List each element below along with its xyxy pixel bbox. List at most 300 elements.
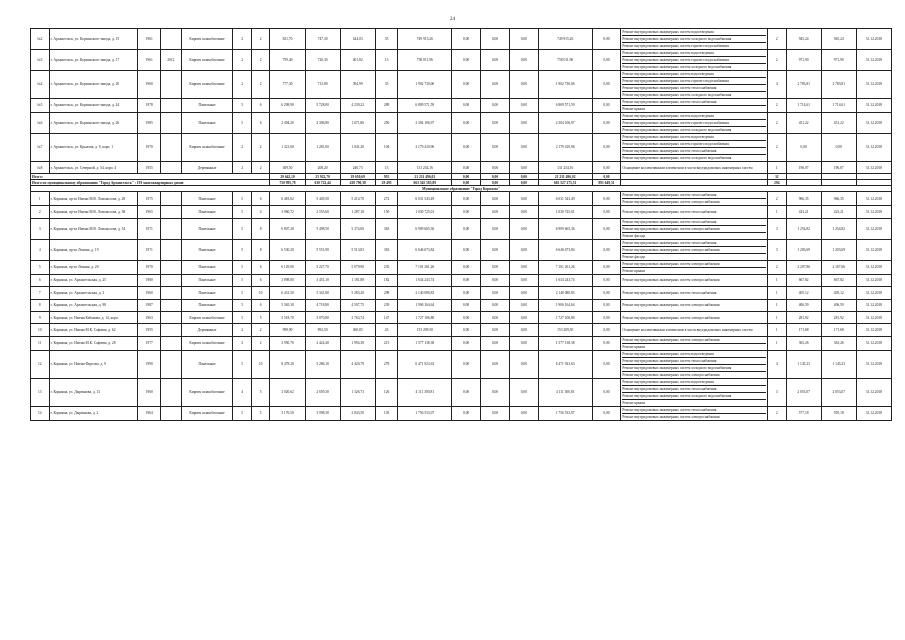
table-cell: 1971 <box>138 239 161 260</box>
table-cell: 363 <box>375 239 398 260</box>
table-cell <box>161 260 182 274</box>
table-cell: Панельные <box>181 192 233 206</box>
table-cell: 6 646 673,84 <box>398 239 452 260</box>
work-item: Ремонт внутридомовых инженерных систем горячего водоснабжения <box>622 78 766 85</box>
table-cell: 153 209,50 <box>398 324 452 336</box>
table-cell: 758 011,96 <box>398 50 452 71</box>
table-cell: 6 <box>251 113 270 134</box>
work-list <box>621 162 768 174</box>
table-cell: Кирпич шлакоблочные <box>181 134 233 162</box>
table-cell: 19 650,69 <box>340 174 375 180</box>
table-cell: 1 714,61 <box>821 99 856 113</box>
table-cell: 9 <box>31 311 50 323</box>
table-cell: 0,00 <box>481 113 510 134</box>
table-cell: Панельные <box>181 239 233 260</box>
table-cell: 6 481,02 <box>270 192 305 206</box>
table-cell: 405,12 <box>821 287 856 299</box>
table-cell: 3 176,50 <box>270 406 305 420</box>
table-row <box>31 192 892 206</box>
table-cell: 5 449,50 <box>305 192 340 206</box>
work-item: Ремонт внутридомовых инженерных систем холодного водоснабжения <box>622 128 732 132</box>
table-cell: 0,00 <box>481 50 510 71</box>
table-cell: 1960 <box>138 378 161 406</box>
table-cell: 2 <box>233 336 252 350</box>
table-cell: 4 <box>31 239 50 260</box>
table-cell: 6 809 571,59 <box>398 99 452 113</box>
table-cell: 2 494,20 <box>270 113 305 134</box>
table-cell: 966,35 <box>786 192 821 206</box>
table-cell: 1 671,86 <box>340 113 375 134</box>
table-cell: Кирпич шлакоблочные <box>181 406 233 420</box>
table-cell: 2 <box>233 162 252 174</box>
table-cell: г. Коряжма, ул. Имени Кабанова, д. 14, корп. <box>49 311 138 323</box>
table-cell: Панельные <box>181 350 233 378</box>
table-cell: 424,03 <box>340 29 375 50</box>
table-cell: 5 214,70 <box>340 192 375 206</box>
work-item: Ремонт внутридомовых инженерных систем горячего водоснабжения <box>622 141 766 148</box>
table-cell: 31.12.2018 <box>856 260 891 274</box>
table-cell: 0,00 <box>481 29 510 50</box>
table-cell: 0,00 <box>592 71 621 99</box>
table-cell: 2 140 080,83 <box>538 287 592 299</box>
table-row <box>31 311 892 323</box>
table-cell: 363,26 <box>821 336 856 350</box>
table-row <box>31 113 892 134</box>
table-row <box>31 99 892 113</box>
table-cell: 1 145,23 <box>821 350 856 378</box>
table-cell: 667,82 <box>786 274 821 286</box>
table-cell: 0,00 <box>452 174 481 180</box>
table-cell: 5 513,83 <box>340 239 375 260</box>
table-cell: 0,00 <box>592 29 621 50</box>
table-cell: 0,00 <box>509 192 538 206</box>
table-cell: 750 995,78 <box>270 180 305 186</box>
work-item: Ремонт внутридомовых инженерных систем водоотведения <box>622 71 766 78</box>
table-cell: 0,00 <box>592 336 621 350</box>
table-cell: 6 909 665,36 <box>398 218 452 239</box>
work-list <box>621 134 768 162</box>
table-cell: 31.12.2018 <box>856 71 891 99</box>
work-item: Ремонт внутридомовых инженерных систем электроснабжения <box>622 261 766 268</box>
table-cell: 1 727 106,80 <box>398 311 452 323</box>
table-cell: 0,00 <box>592 162 621 174</box>
table-cell: 298 <box>375 287 398 299</box>
work-item: Ремонт внутридомовых инженерных систем электроснабжения <box>622 414 720 419</box>
table-cell: 0,00 <box>452 311 481 323</box>
table-cell: 7 101 261,26 <box>538 260 592 274</box>
table-row <box>31 29 892 50</box>
table-cell: 2 <box>768 113 787 134</box>
table-cell: 0,00 <box>509 206 538 218</box>
table-cell: 4 420,79 <box>340 350 375 378</box>
table-cell: 667,82 <box>821 274 856 286</box>
table-cell: 2 207,86 <box>786 260 821 274</box>
table-cell: 5 <box>233 350 252 378</box>
table-cell: 758 011,96 <box>538 50 592 71</box>
table-cell: 31.12.2018 <box>856 324 891 336</box>
table-cell: 0,00 <box>452 378 481 406</box>
table-cell <box>161 192 182 206</box>
table-cell: Итого по муниципальному образованию "Город Архангельск" : 193 многоквартирных домов <box>31 180 270 186</box>
table-cell: г. Архангельск, ул. Крылова, д. 9, корп. 1 <box>49 134 138 162</box>
table-cell: 5 227,70 <box>305 260 340 274</box>
table-cell: 1 <box>768 324 787 336</box>
table-cell <box>161 218 182 239</box>
table-cell: 1 577 138,38 <box>538 336 592 350</box>
table-cell: 3 <box>768 218 787 239</box>
table-cell: 0,00 <box>481 350 510 378</box>
table-cell: 1 577 138,38 <box>398 336 452 350</box>
table-cell: 6 129,00 <box>270 260 305 274</box>
table-cell: 2012 <box>161 50 182 71</box>
table-row <box>31 274 892 286</box>
table-cell: 0,00 <box>481 239 510 260</box>
table-cell: Муниципальное образование "Город Коряжма" <box>31 186 892 192</box>
work-list <box>621 218 768 239</box>
table-cell: 0,00 <box>509 239 538 260</box>
table-cell: 1970 <box>138 260 161 274</box>
work-item: Ремонт внутридомовых инженерных систем теплоснабжения <box>622 407 766 414</box>
table-cell: 2 <box>768 29 787 50</box>
table-cell: 1961 <box>138 50 161 71</box>
table-cell <box>161 239 182 260</box>
table-cell: 405,12 <box>786 287 821 299</box>
table-cell: 6 471 923,63 <box>538 350 592 378</box>
table-cell <box>161 311 182 323</box>
table-cell: 1 203,69 <box>786 239 821 260</box>
table-cell: 2 <box>251 29 270 50</box>
work-item: Ремонт внутридомовых инженерных систем теплоснабжения <box>622 148 766 155</box>
table-cell: 0,00 <box>509 113 538 134</box>
table-cell: 2 <box>31 206 50 218</box>
table-cell: 891 649,51 <box>592 180 621 186</box>
table-cell: 1971 <box>138 218 161 239</box>
table-cell: 196,07 <box>821 162 856 174</box>
table-cell: 3 <box>31 218 50 239</box>
work-list <box>621 299 768 311</box>
work-list <box>621 71 768 99</box>
table-cell: 0,00 <box>509 71 538 99</box>
work-item: Ремонт внутридомовых инженерных систем теплоснабжения <box>622 219 766 226</box>
table-cell <box>161 29 182 50</box>
table-cell: 2 <box>251 50 270 71</box>
table-cell: 0,00 <box>592 113 621 134</box>
work-list <box>621 350 768 378</box>
table-row <box>31 406 892 420</box>
table-cell: 1 756 533,07 <box>538 406 592 420</box>
work-list <box>621 287 768 299</box>
table-cell: 747,30 <box>305 29 340 50</box>
table-cell: 1960 <box>138 287 161 299</box>
table-cell: 1977 <box>138 336 161 350</box>
table-cell: 2 <box>768 50 787 71</box>
work-item: Ремонт внутридомовых инженерных систем холодного водоснабжения <box>622 365 766 372</box>
table-cell: 1 030 725,01 <box>398 206 452 218</box>
table-cell: г. Коряжма, ул. Имени Фирсова, д. 9 <box>49 350 138 378</box>
table-row <box>31 287 892 299</box>
table-cell: 0,00 <box>509 324 538 336</box>
table-cell: 3 518,70 <box>270 311 305 323</box>
table-cell: 971,90 <box>821 50 856 71</box>
table-cell: 0,00 <box>509 406 538 420</box>
table-cell <box>161 406 182 420</box>
table-cell: 31.12.2018 <box>856 192 891 206</box>
table-cell: 0,00 <box>452 180 481 186</box>
table-cell: 1980 <box>138 274 161 286</box>
table-cell: 5 <box>233 311 252 323</box>
work-list <box>621 406 768 420</box>
table-cell: 31.12.2018 <box>856 134 891 162</box>
table-cell: 1963 <box>138 311 161 323</box>
table-cell: 2 167,66 <box>821 260 856 274</box>
table-cell: Деревянные <box>181 162 233 174</box>
table-cell: 6 809 571,59 <box>538 99 592 113</box>
work-list <box>621 29 768 50</box>
table-cell: 0,00 <box>592 134 621 162</box>
table-cell: 31.12.2018 <box>856 311 891 323</box>
table-cell: 5 <box>233 99 252 113</box>
table-cell: 0,00 <box>452 162 481 174</box>
table-cell: 0,00 <box>592 378 621 406</box>
table-cell: 5 <box>233 239 252 260</box>
table-cell: 5 <box>233 299 252 311</box>
table-cell: 6 031 543,49 <box>398 192 452 206</box>
work-item: Ремонт внутридомовых инженерных систем теплоснабжения <box>622 210 717 215</box>
table-cell: 2 <box>233 324 252 336</box>
table-cell <box>161 71 182 99</box>
table-cell: 4 <box>768 350 787 378</box>
table-cell: 0,00 <box>509 29 538 50</box>
table-cell: 6 298,90 <box>270 99 305 113</box>
work-item: Ремонт внутридомовых инженерных систем горячего водоснабжения <box>622 57 766 64</box>
work-item: Ремонт внутридомовых инженерных систем холодного водоснабжения <box>622 393 766 400</box>
table-cell: 0,00 <box>452 29 481 50</box>
table-cell: 0,00 <box>592 218 621 239</box>
table-row <box>31 336 892 350</box>
work-item: Ремонт внутридомовых инженерных систем холодного водоснабжения <box>622 65 732 69</box>
work-item: Ремонт внутридомовых инженерных систем водоотведения <box>622 351 766 358</box>
table-cell: Панельные <box>181 218 233 239</box>
table-cell: 998,90 <box>270 324 305 336</box>
table-cell: 0,00 <box>592 324 621 336</box>
work-list <box>621 239 768 260</box>
table-cell: 31.12.2018 <box>856 218 891 239</box>
table-cell: г. Архангельск, ул. Северной, д. 54, корп. 4 <box>49 162 138 174</box>
table-cell: 14 <box>31 406 50 420</box>
table-cell: 5 551,90 <box>305 239 340 260</box>
table-cell: 4 718,80 <box>305 299 340 311</box>
work-item: Ремонт внутридомовых инженерных систем электроснабжения <box>622 278 720 283</box>
table-cell: 0,00 <box>509 50 538 71</box>
work-item: Ремонт внутридомовых инженерных систем теплоснабжения <box>622 386 766 393</box>
table-cell: 1 906 164,64 <box>538 299 592 311</box>
table-cell: 5 <box>233 274 252 286</box>
work-list <box>621 99 768 113</box>
table-cell: 6 <box>251 192 270 206</box>
work-item: Ремонт внутридомовых инженерных систем электроснабжения <box>622 337 766 344</box>
table-cell: 7 101 261,26 <box>398 260 452 274</box>
table-cell: 759,40 <box>270 50 305 71</box>
table-cell: 29 495 <box>375 180 398 186</box>
table-cell: г. Архангельск, ул. Корзинского-завода, д. 17 <box>49 50 138 71</box>
table-cell: 1 906 164,64 <box>398 299 452 311</box>
table-cell: 215 <box>375 336 398 350</box>
table-cell: Кирпич шлакоблочные <box>181 311 233 323</box>
table-cell: 6 646 673,84 <box>538 239 592 260</box>
work-item: Ремонт внутридомовых инженерных систем теплоснабжения <box>622 99 766 106</box>
table-cell: 8 <box>31 299 50 311</box>
table-cell: 5 283,20 <box>340 287 375 299</box>
table-cell: 5 <box>251 378 270 406</box>
table-cell: 406,59 <box>821 299 856 311</box>
table-cell: 0,00 <box>481 336 510 350</box>
table-cell: 31.12.2018 <box>856 274 891 286</box>
table-row <box>31 350 892 378</box>
work-item: Ремонт внутридомовых инженерных систем теплоснабжения <box>622 290 717 295</box>
table-cell: 29 642,10 <box>270 174 305 180</box>
table-cell: 150 <box>375 206 398 218</box>
table-cell <box>161 299 182 311</box>
table-cell: Панельные <box>181 299 233 311</box>
table-cell: 250 <box>375 113 398 134</box>
table-cell <box>161 206 182 218</box>
table-cell: 0,00 <box>509 350 538 378</box>
table-cell: 31.12.2018 <box>856 406 891 420</box>
work-item: Оснащение коллективными элементами в части внутридомовых инженерных систем <box>622 328 753 333</box>
table-cell: 43 <box>375 324 398 336</box>
table-cell: 3 020,62 <box>270 378 305 406</box>
work-item: Оснащение коллективными элементами в части внутридомовых инженерных систем <box>622 165 753 170</box>
table-cell: 4 <box>251 206 270 218</box>
work-item: Ремонт внутридомовых инженерных систем холодного водоснабжения <box>622 156 732 160</box>
table-cell: 182 <box>375 274 398 286</box>
table-cell: 451,22 <box>786 113 821 134</box>
page-number: 24 <box>450 17 455 22</box>
table-cell: Кирпич шлакоблочные <box>181 336 233 350</box>
table-cell: 5 498,50 <box>305 218 340 239</box>
table-cell: 10 <box>251 350 270 378</box>
table-cell: 0,00 <box>592 311 621 323</box>
work-list <box>621 274 768 286</box>
work-item: Ремонт внутридомовых инженерных систем электроснабжения <box>622 315 720 320</box>
table-cell: 0,00 <box>592 260 621 274</box>
table-cell: Кирпич шлакоблочные <box>181 29 233 50</box>
table-cell: 2 843,50 <box>340 406 375 420</box>
table-row <box>31 218 892 239</box>
table-cell: 720,30 <box>305 50 340 71</box>
table-row <box>31 134 892 162</box>
work-list <box>621 50 768 71</box>
table-cell: 235 <box>375 260 398 274</box>
table-cell: 0,00 <box>509 180 538 186</box>
table-cell: 0,00 <box>452 287 481 299</box>
table-cell: 0,00 <box>481 311 510 323</box>
table-cell: 281,92 <box>786 311 821 323</box>
table-cell: 3 <box>768 378 787 406</box>
table-cell: 10 <box>251 287 270 299</box>
work-item: Ремонт внутридомовых инженерных систем водоотведения <box>622 113 766 120</box>
work-list <box>621 192 768 206</box>
table-cell: 196,07 <box>786 162 821 174</box>
table-cell: 1 041,20 <box>340 134 375 162</box>
table-cell: 945,24 <box>821 29 856 50</box>
table-row <box>31 378 892 406</box>
table-cell: 1 326,73 <box>340 378 375 406</box>
table-cell: 1 994,38 <box>340 336 375 350</box>
table-cell: 1 <box>768 311 787 323</box>
table-cell: 1 <box>31 192 50 206</box>
table-cell: 1 <box>768 287 787 299</box>
table-cell: 21 231 496,02 <box>398 174 452 180</box>
work-item: Ремонт крыши <box>622 107 646 111</box>
table-row <box>31 162 892 174</box>
table-cell: 2 783,81 <box>786 71 821 99</box>
table-cell: 0,00 <box>509 260 538 274</box>
table-cell: 131 234,16 <box>538 162 592 174</box>
work-list <box>621 311 768 323</box>
table-cell: 5 <box>233 287 252 299</box>
table-cell: 577,18 <box>786 406 821 420</box>
table-cell: Кирпич шлакоблочные <box>181 71 233 99</box>
table-cell: 0,00 <box>481 406 510 420</box>
table-cell: г. Коряжма, ул. Имени М.К. Сафаева, д. 28 <box>49 336 138 350</box>
table-cell: 0,00 <box>592 299 621 311</box>
table-cell: 1 <box>768 299 787 311</box>
table-cell: 0,00 <box>481 378 510 406</box>
table-cell: 4 239,22 <box>340 99 375 113</box>
table-cell: №4 <box>31 71 50 99</box>
table-cell: 1 287,18 <box>340 206 375 218</box>
table-cell: 663 527 275,51 <box>538 180 592 186</box>
table-cell: 2 <box>251 324 270 336</box>
table-cell <box>161 162 182 174</box>
table-cell: Итого: <box>31 174 270 180</box>
table-cell: 5 <box>233 260 252 274</box>
table-cell: 1990 <box>138 350 161 378</box>
table-cell: 5 <box>251 406 270 420</box>
table-cell: 13 <box>375 162 398 174</box>
table-cell: 0,00 <box>452 336 481 350</box>
work-item: Ремонт внутридомовых инженерных систем теплоснабжения <box>622 240 766 247</box>
table-cell: 749 915,26 <box>398 29 452 50</box>
table-cell: 278 <box>375 350 398 378</box>
table-cell: №2 <box>31 29 50 50</box>
table-cell: 1 756 533,07 <box>398 406 452 420</box>
table-cell: 749 915,26 <box>538 29 592 50</box>
table-cell: 5 365,30 <box>270 299 305 311</box>
table-cell: 2 <box>251 336 270 350</box>
table-cell: 0,00 <box>481 134 510 162</box>
table-cell: 6 <box>251 274 270 286</box>
table-cell: 5 <box>31 260 50 274</box>
table-cell: г. Коряжма, ул. Архангельская, д. 25 <box>49 274 138 286</box>
table-cell: 1 634 243,74 <box>538 274 592 286</box>
work-list <box>621 260 768 274</box>
table-cell: 0,00 <box>481 324 510 336</box>
table-cell: 1960 <box>138 71 161 99</box>
table-cell: 6 807,20 <box>270 218 305 239</box>
table-cell: 0,00 <box>592 50 621 71</box>
table-cell: 0,00 <box>481 174 510 180</box>
table-cell: 2 304 106,97 <box>538 113 592 134</box>
table-cell: 892,50 <box>305 324 340 336</box>
table-cell: 0,00 <box>481 206 510 218</box>
work-list <box>621 336 768 350</box>
work-item: Ремонт внутридомовых инженерных систем холодного водоснабжения <box>622 36 766 43</box>
table-cell: 955 <box>375 174 398 180</box>
table-cell: 3 451,10 <box>305 274 340 286</box>
table-cell: 171,68 <box>786 324 821 336</box>
